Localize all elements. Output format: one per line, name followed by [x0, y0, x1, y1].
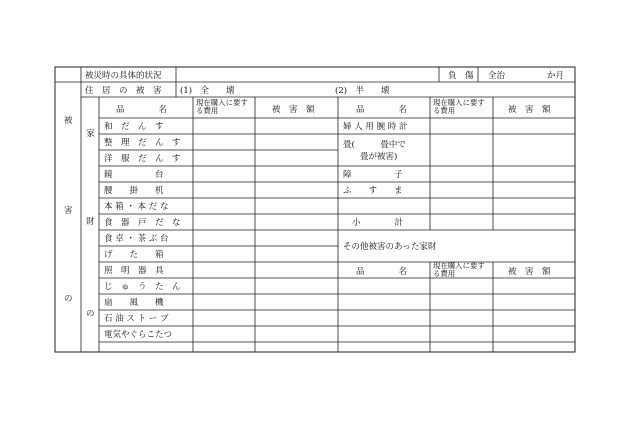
left-item-12: 扇 風 機: [104, 298, 164, 308]
left-item-14: 電気やぐらこたつ: [104, 330, 173, 340]
left-header-cost: 現在購入に要する費用: [196, 98, 248, 116]
left-header-damage: 被 害 額: [272, 105, 315, 115]
left-item-6: 本 箱 ・ 本 だ な: [104, 202, 169, 212]
right-item-tatami: 畳( 畳中で: [343, 140, 406, 150]
right-item-fusuma: ふ す ま: [343, 186, 403, 196]
right-item-shoji: 障 子: [343, 170, 403, 180]
right-lower-header-cost: 現在購入に要する費用: [433, 262, 485, 278]
left-item-9: げ た 箱: [104, 250, 164, 260]
specific-situation-label: 被災時の具体的状況: [85, 71, 162, 81]
right-header-cost: 現在購入に要する費用: [433, 98, 485, 116]
left-item-8: 食 卓 ・ 茶 ぶ 台: [104, 234, 169, 244]
left-item-4: 鏡 台: [104, 170, 164, 180]
side-label-char-1: 被: [64, 116, 73, 126]
category-char-3: の: [86, 309, 95, 319]
house-damage-label: 住 居 の 被 害: [85, 86, 162, 96]
right-lower-header-item: 品 名: [356, 267, 408, 277]
left-item-11: じ ゅ う た ん: [104, 282, 181, 292]
left-item-1: 和 だ ん す: [104, 122, 164, 132]
right-lower-header-damage: 被 害 額: [508, 267, 551, 277]
category-char-1: 家: [86, 129, 95, 139]
right-header-damage: 被 害 額: [508, 105, 551, 115]
left-item-13: 石 油 ス ト ー ブ: [104, 314, 169, 324]
left-item-7: 食 器 戸 だ な: [104, 218, 181, 228]
side-label-char-2: 害: [64, 206, 73, 216]
injury-value-label: 全治: [488, 71, 506, 81]
right-subtotal-label: 小 計: [352, 218, 404, 228]
option-half-destruction[interactable]: (2) 半 壊: [335, 86, 390, 96]
left-header-item: 品 名: [116, 105, 168, 115]
right-header-cost-wrap: [431, 98, 493, 118]
left-item-10: 照 明 器 具: [104, 266, 164, 276]
right-item-tatami-sub: 畳が被害): [360, 152, 398, 162]
side-label-char-3: の: [64, 294, 73, 304]
other-goods-label: その他被害のあった家財: [343, 242, 437, 252]
right-header-item: 品 名: [356, 105, 408, 115]
left-item-3: 洋 服 だ ん す: [104, 154, 181, 164]
left-item-2: 整 理 だ ん す: [104, 138, 181, 148]
months-label: か月: [547, 71, 565, 81]
category-char-2: 財: [86, 217, 95, 227]
right-item-watch: 婦 人 用 腕 時 計: [343, 122, 408, 132]
injury-label: 負 傷: [448, 71, 474, 81]
left-item-5: 腰 掛 机: [104, 186, 164, 196]
option-full-destruction[interactable]: (1) 全 壊: [180, 86, 235, 96]
right-lower-header-cost-wrap: [431, 262, 493, 278]
left-header-cost-wrap: [194, 98, 255, 118]
